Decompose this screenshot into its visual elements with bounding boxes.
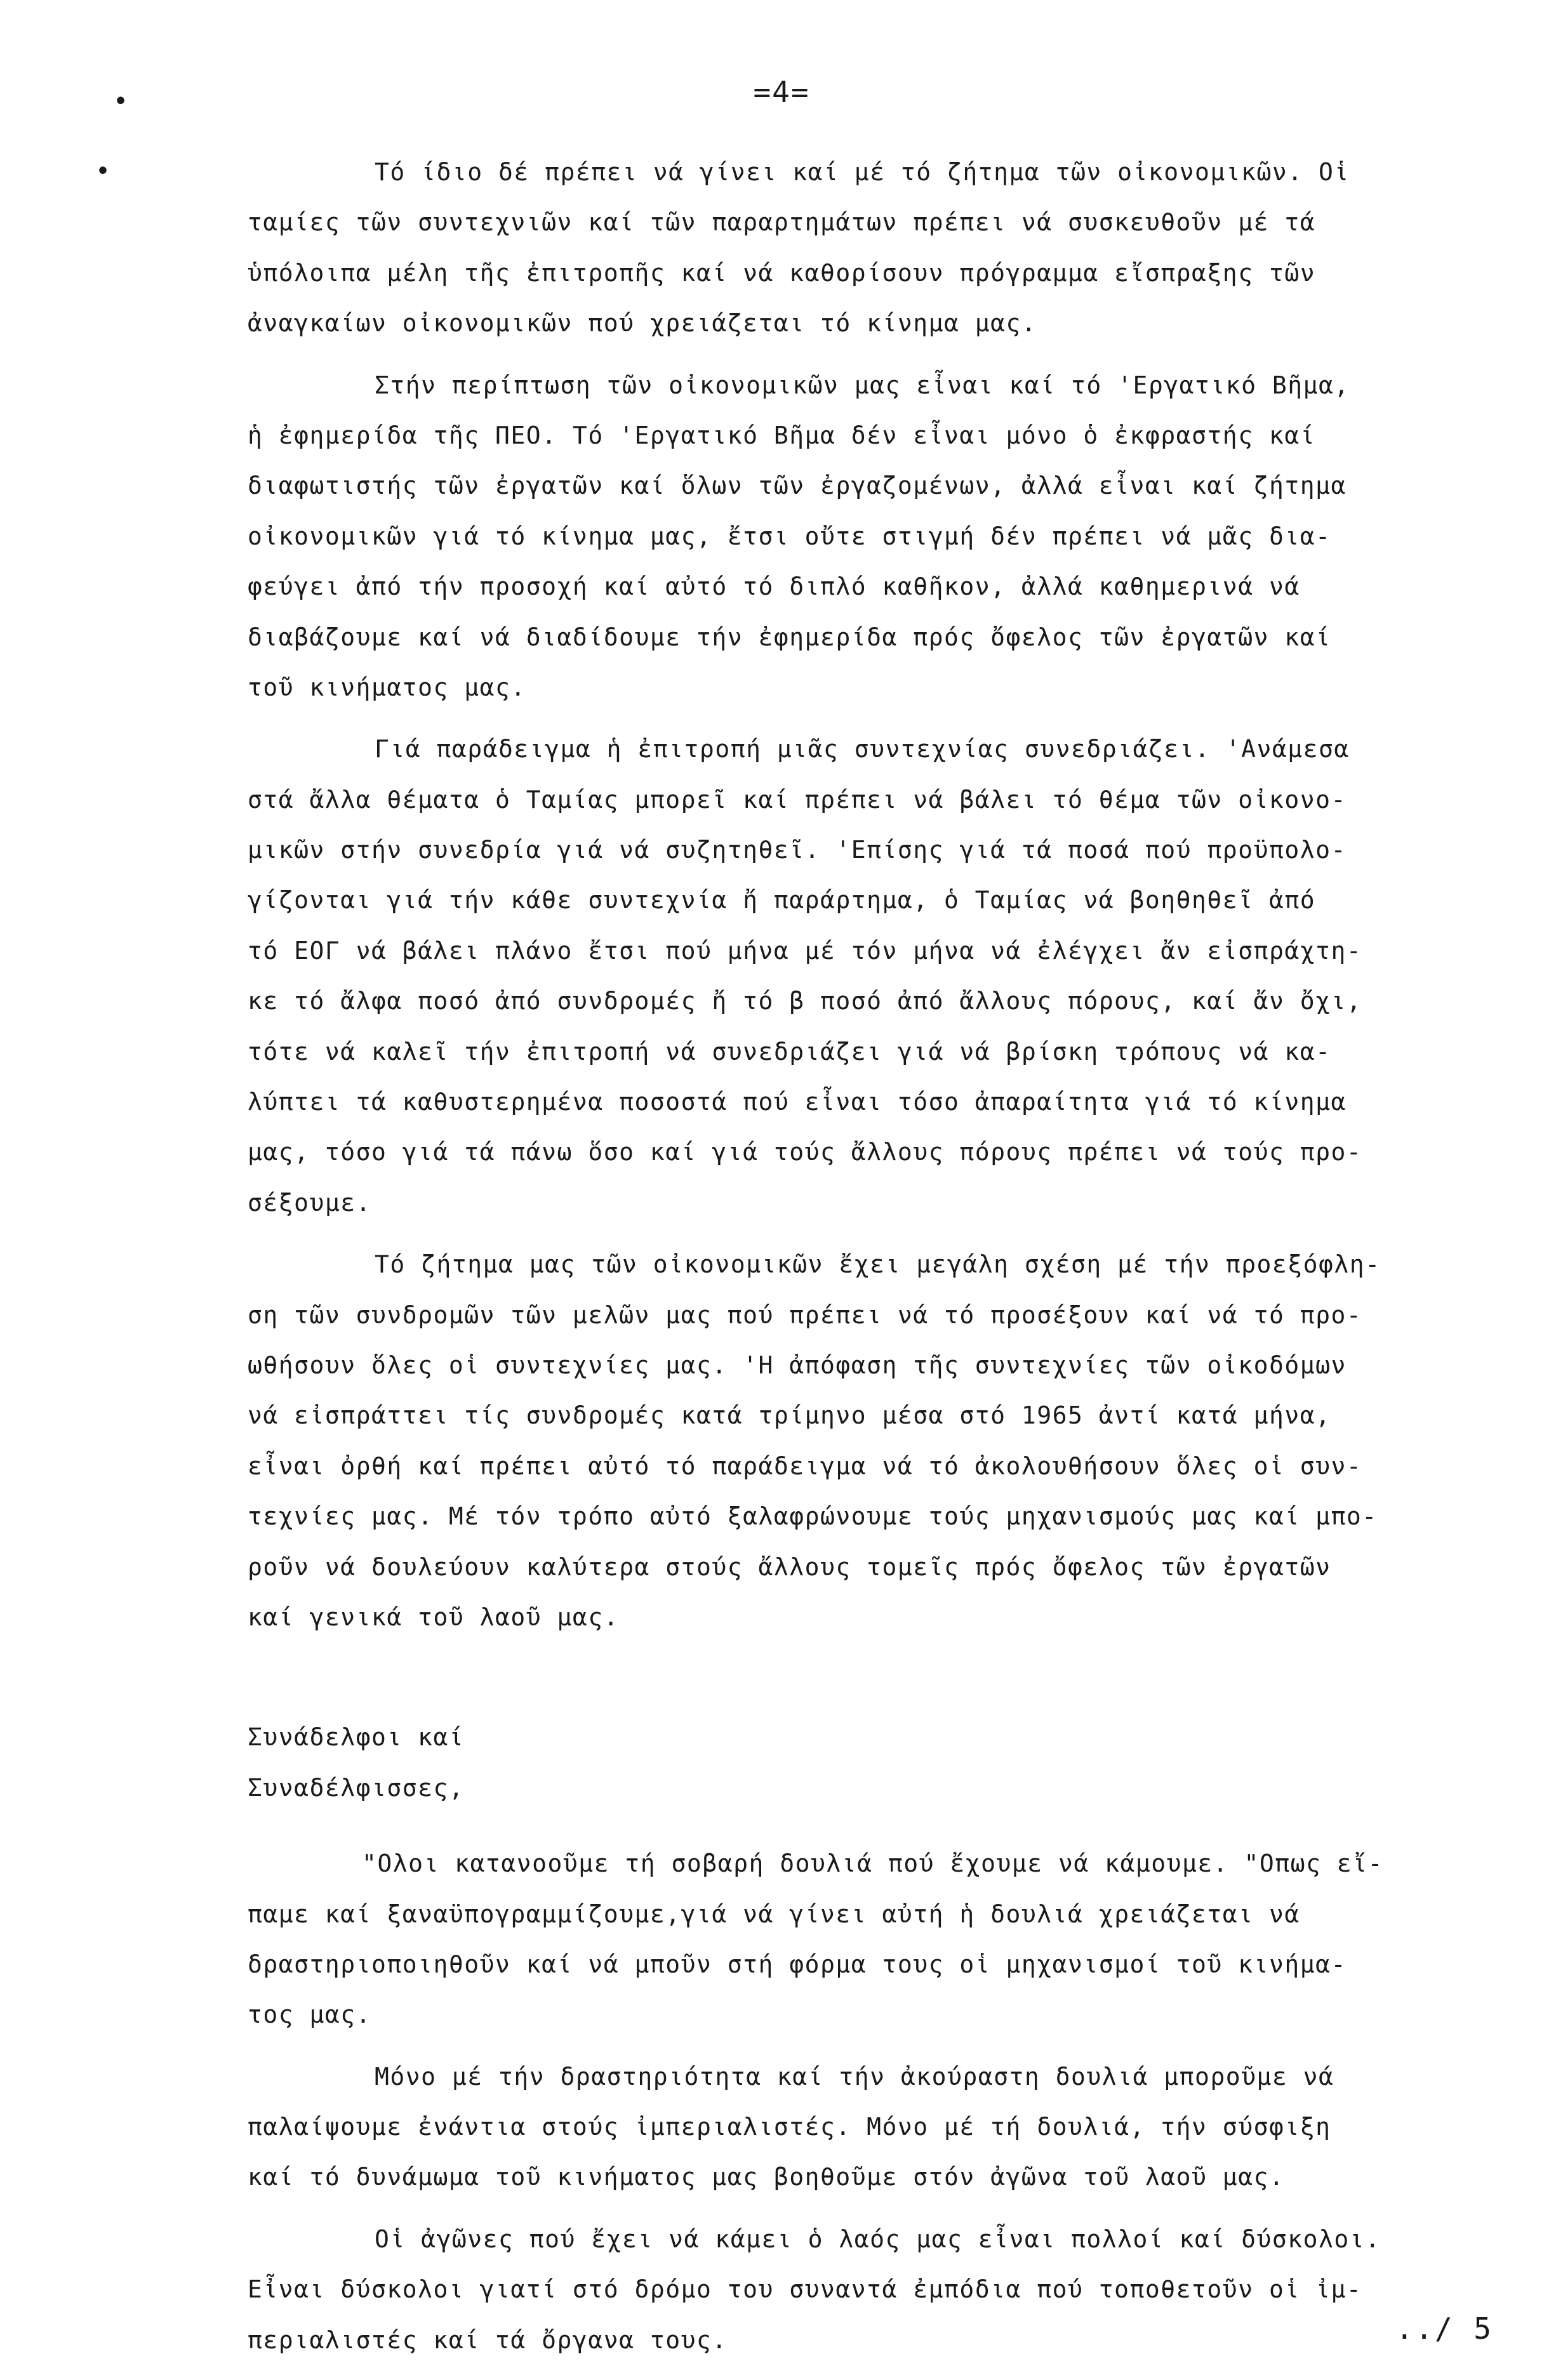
- paragraph-5: [248, 1839, 1511, 2040]
- text-line: παμε καί ξαναϋπογραμμίζουμε,γιά νά γίνει αὐτή ἡ δουλιά χρειάζεται νά: [248, 1900, 1300, 1928]
- text-line: ση τῶν συνδρομῶν τῶν μελῶν μας πού πρέπει νά τό προσέξουν καί νά τό προ-: [248, 1300, 1362, 1329]
- text-line: εἶναι ὀρθή καί πρέπει αὐτό τό παράδειγμα νά τό ἀκολουθήσουν ὅλες οἱ συν-: [248, 1451, 1362, 1480]
- text-line: περιαλιστές καί τά ὄργανα τους.: [248, 2325, 728, 2354]
- text-line: δραστηριοποιηθοῦν καί νά μποῦν στή φόρμα τους οἱ μηχανισμοί τοῦ κινήμα-: [248, 1950, 1347, 1978]
- text-line: ἀναγκαίων οἰκονομικῶν πού χρειάζεται τό κίνημα μας.: [248, 309, 1037, 338]
- text-line: μικῶν στήν συνεδρία γιά νά συζητηθεῖ. 'Επίσης γιά τά ποσά πού προϋπολο-: [248, 836, 1347, 864]
- text-line: διαφωτιστής τῶν ἐργατῶν καί ὅλων τῶν ἐργαζομένων, ἀλλά εἶναι καί ζήτημα: [248, 472, 1347, 500]
- paragraph-6: [248, 2052, 1511, 2203]
- text-line: ταμίες τῶν συντεχνιῶν καί τῶν παραρτημάτων πρέπει νά συσκευθοῦν μέ τά: [248, 208, 1316, 237]
- text-line: ἡ ἐφημερίδα τῆς ΠΕΟ. Τό 'Εργατικό Βῆμα δέν εἶναι μόνο ὁ ἐκφραστής καί: [248, 421, 1316, 449]
- paragraph-3: [248, 724, 1511, 1228]
- text-line: Συναδέλφισσες,: [248, 1773, 465, 1802]
- text-line: τος μας.: [248, 2000, 372, 2029]
- text-line: καί τό δυνάμωμα τοῦ κινήματος μας βοηθοῦμε στόν ἀγῶνα τοῦ λαοῦ μας.: [248, 2163, 1285, 2192]
- text-line: Στήν περίπτωση τῶν οἰκονομικῶν μας εἶναι καί τό 'Εργατικό Βῆμα,: [375, 371, 1350, 399]
- text-line: καί γενικά τοῦ λαοῦ μας.: [248, 1603, 620, 1631]
- paragraph-4: [248, 1240, 1511, 1643]
- text-line: μας, τόσο γιά τά πάνω ὅσο καί γιά τούς ἄλλους πόρους πρέπει νά τούς προ-: [248, 1138, 1362, 1167]
- text-line: Τό ζήτημα μας τῶν οἰκονομικῶν ἔχει μεγάλη σχέση μέ τήν προεξόφλη-: [375, 1250, 1381, 1279]
- text-line: Εἶναι δύσκολοι γιατί στό δρόμο του συναντά ἐμπόδια πού τοποθετοῦν οἱ ἰμ-: [248, 2275, 1362, 2304]
- text-line: διαβάζουμε καί νά διαδίδουμε τήν ἐφημερίδα πρός ὄφελος τῶν ἐργατῶν καί: [248, 623, 1331, 651]
- document-body: [248, 147, 1511, 2365]
- text-line: σέξουμε.: [248, 1188, 372, 1217]
- text-line: Συνάδελφοι καί: [248, 1723, 465, 1752]
- text-line: γίζονται γιά τήν κάθε συντεχνία ἤ παράρτημα, ὁ Ταμίας νά βοηθηθεῖ ἀπό: [248, 886, 1316, 915]
- text-line: Οἱ ἀγῶνες πού ἔχει νά κάμει ὁ λαός μας εἶναι πολλοί καί δύσκολοι.: [375, 2225, 1381, 2253]
- text-line: Γιά παράδειγμα ἡ ἐπιτροπή μιᾶς συντεχνίας συνεδριάζει. 'Ανάμεσα: [375, 735, 1350, 764]
- text-line: στά ἄλλα θέματα ὁ Ταμίας μπορεῖ καί πρέπει νά βάλει τό θέμα τῶν οἰκονο-: [248, 785, 1347, 814]
- text-line: ωθήσουν ὅλες οἱ συντεχνίες μας. 'Η ἀπόφαση τῆς συντεχνίες τῶν οἰκοδόμων: [248, 1351, 1347, 1379]
- text-line: λύπτει τά καθυστερημένα ποσοστά πού εἶναι τόσο ἀπαραίτητα γιά τό κίνημα: [248, 1088, 1347, 1116]
- text-line: νά εἰσπράττει τίς συνδρομές κατά τρίμηνο μέσα στό 1965 ἀντί κατά μήνα,: [248, 1401, 1331, 1430]
- text-line: οἰκονομικῶν γιά τό κίνημα μας, ἔτσι οὔτε στιγμή δέν πρέπει νά μᾶς δια-: [248, 522, 1331, 550]
- text-line: ροῦν νά δουλεύουν καλύτερα στούς ἄλλους τομεῖς πρός ὄφελος τῶν ἐργατῶν: [248, 1552, 1331, 1581]
- page-number: =4=: [753, 75, 810, 109]
- text-line: τότε νά καλεῖ τήν ἐπιτροπή νά συνεδριάζει γιά νά βρίσκη τρόπους νά κα-: [248, 1037, 1331, 1066]
- text-line: ὑπόλοιπα μέλη τῆς ἐπιτροπῆς καί νά καθορίσουν πρόγραμμα εἴσπραξης τῶν: [248, 258, 1316, 287]
- paragraph-2: [248, 360, 1511, 713]
- margin-mark: •: [95, 157, 111, 186]
- text-line: τό ΕΟΓ νά βάλει πλάνο ἔτσι πού μήνα μέ τόν μήνα νά ἐλέγχει ἄν εἰσπράχτη-: [248, 936, 1362, 965]
- margin-dot: •: [113, 87, 129, 116]
- paragraph-7: [248, 2214, 1511, 2365]
- text-line: παλαίψουμε ἐνάντια στούς ἰμπεριαλιστές. Μόνο μέ τή δουλιά, τήν σύσφιξη: [248, 2113, 1331, 2141]
- text-line: τεχνίες μας. Μέ τόν τρόπο αὐτό ξαλαφρώνουμε τούς μηχανισμούς μας καί μπο-: [248, 1502, 1378, 1531]
- text-line: "Ολοι κατανοοῦμε τή σοβαρή δουλιά πού ἔχουμε νά κάμουμε. "Οπως εἴ-: [362, 1849, 1383, 1878]
- text-line: Μόνο μέ τήν δραστηριότητα καί τήν ἀκούραστη δουλιά μποροῦμε νά: [375, 2062, 1334, 2091]
- text-line: κε τό ἄλφα ποσό ἀπό συνδρομές ἤ τό β ποσό ἀπό ἄλλους πόρους, καί ἄν ὄχι,: [248, 987, 1362, 1015]
- salutation: [248, 1712, 1511, 1813]
- text-line: Τό ίδιο δέ πρέπει νά γίνει καί μέ τό ζήτημα τῶν οἰκονομικῶν. Οἱ: [375, 158, 1350, 186]
- text-line: φεύγει ἀπό τήν προσοχή καί αὐτό τό διπλό καθῆκον, ἀλλά καθημερινά νά: [248, 572, 1300, 601]
- text-line: τοῦ κινήματος μας.: [248, 673, 526, 701]
- paragraph-1: [248, 147, 1511, 349]
- continuation-marker: ../ 5: [1395, 2311, 1493, 2346]
